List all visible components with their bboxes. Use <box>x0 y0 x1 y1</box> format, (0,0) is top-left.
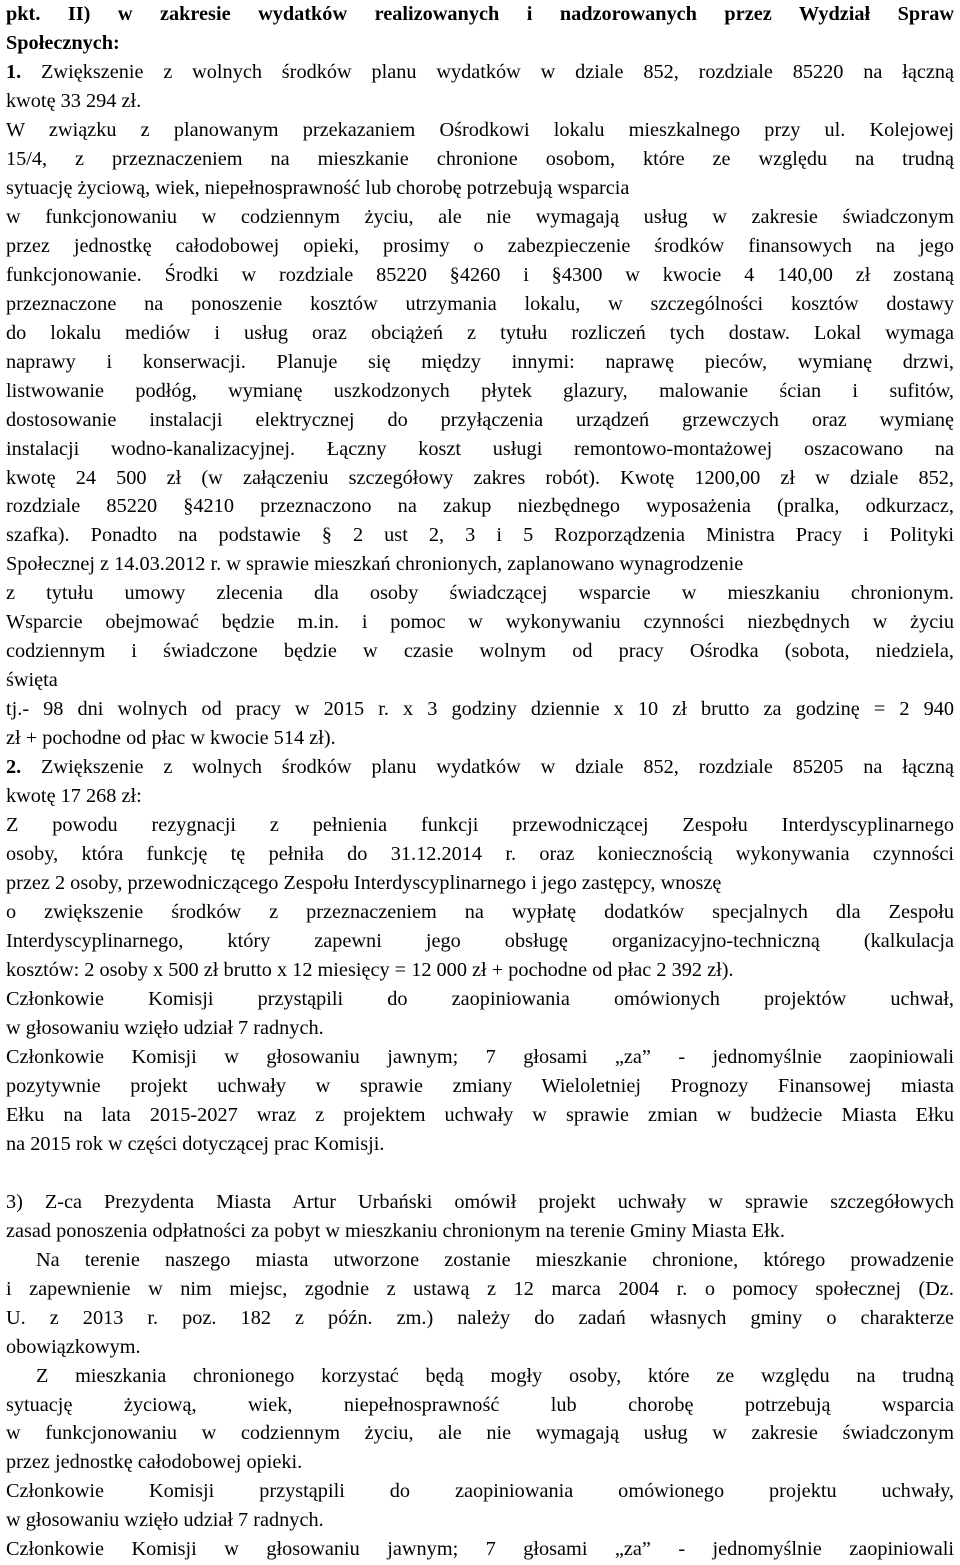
text-line <box>6 869 954 898</box>
line-text: w funkcjonowaniu w codziennym życiu, ale nie wymagają usług w zakresie świadczonym <box>6 1422 954 1445</box>
line-text: zasad ponoszenia odpłatności za pobyt w mieszkaniu chronionym na terenie Gminy Miasta Ełk. <box>6 1219 785 1242</box>
text-line <box>6 1130 954 1159</box>
line-text: tj.- 98 dni wolnych od pracy w 2015 r. x 3 godziny dziennie x 10 zł brutto za godzinę = 2 940 <box>6 698 954 721</box>
text-line <box>6 377 954 406</box>
list-number: 1. <box>6 60 22 83</box>
line-text: Zwiększenie z wolnych środków planu wydatków w dziale 852, rozdziale 85205 na łączną <box>21 756 954 779</box>
line-text: do lokalu mediów i usług oraz obciążeń z tytułu rozliczeń tych dostaw. Lokal wymaga <box>6 321 954 344</box>
text-line <box>6 1188 954 1217</box>
text-line <box>6 1014 954 1043</box>
line-text: kwotę 17 268 zł: <box>6 785 142 808</box>
line-text: przez jednostkę całodobowej opieki. <box>6 1451 303 1474</box>
line-text: przez jednostkę całodobowej opieki, prosimy o zabezpieczenie środków finansowych na jego <box>6 234 954 257</box>
line-text: W związku z planowanym przekazaniem Ośrodkowi lokalu mieszkalnego przy ul. Kolejowej <box>6 118 954 141</box>
text-line <box>6 319 954 348</box>
line-text: naprawy i konserwacji. Planuje się między innymi: naprawę pieców, wymianę drzwi, <box>6 350 954 373</box>
text-line <box>6 261 954 290</box>
text-line <box>6 782 954 811</box>
line-text: w funkcjonowaniu w codziennym życiu, ale nie wymagają usług w zakresie świadczonym <box>6 205 954 228</box>
line-text: Na terenie naszego miasta utworzone zostanie mieszkanie chronione, którego prowadzenie <box>36 1248 954 1271</box>
line-text: o zwiększenie środków z przeznaczeniem na wypłatę dodatków specjalnych dla Zespołu <box>6 901 954 924</box>
text-line <box>6 1535 954 1564</box>
line-text: obowiązkowym. <box>6 1335 141 1358</box>
blank-line <box>6 1159 954 1188</box>
line-text: pkt. II) w zakresie wydatków realizowanych i nadzorowanych przez Wydział Spraw <box>6 3 954 25</box>
text-line <box>6 406 954 435</box>
line-text: na 2015 rok w części dotyczącej prac Komisji. <box>6 1132 385 1155</box>
line-text: szafka). Ponadto na podstawie § 2 ust 2, 3 i 5 Rozporządzenia Ministra Pracy i Polityki <box>6 524 954 547</box>
line-text: w głosowaniu wzięło udział 7 radnych. <box>6 1509 324 1532</box>
text-line <box>6 0 954 29</box>
line-text: przez 2 osoby, przewodniczącego Zespołu Interdyscyplinarnego i jego zastępcy, wnoszę <box>6 872 722 895</box>
text-line <box>6 695 954 724</box>
line-text: dostosowanie instalacji elektrycznej do przyłączenia urządzeń grzewczych oraz wymianę <box>6 408 954 431</box>
text-line <box>6 464 954 493</box>
line-text: Z powodu rezygnacji z pełnienia funkcji przewodniczącej Zespołu Interdyscyplinarnego <box>6 814 954 837</box>
line-text: 3) Z-ca Prezydenta Miasta Artur Urbański omówił projekt uchwały w sprawie szczegółowych <box>6 1190 954 1213</box>
list-number: 2. <box>6 756 22 779</box>
text-line <box>6 29 954 58</box>
text-line <box>6 898 954 927</box>
line-text: kwotę 33 294 zł. <box>6 89 142 112</box>
line-text: kwotę 24 500 zł (w załączeniu szczegółowy zakres robót). Kwotę 1200,00 zł w dziale 852, <box>6 466 954 489</box>
line-text: Członkowie Komisji w głosowaniu jawnym; 7 głosami „za” - jednomyślnie zaopiniowali <box>6 1538 954 1561</box>
text-line <box>6 521 954 550</box>
line-text: Społecznej z 14.03.2012 r. w sprawie mieszkań chronionych, zaplanowano wynagrodzenie <box>6 553 744 576</box>
text-line <box>6 116 954 145</box>
text-line <box>6 58 954 87</box>
line-text: sytuację życiową, wiek, niepełnosprawność lub chorobę potrzebują wsparcia <box>6 176 630 199</box>
line-text: święta <box>6 669 58 692</box>
line-text: rozdziale 85220 §4210 przeznaczono na zakup niezbędnego wyposażenia (pralka, odkurzacz, <box>6 495 954 518</box>
text-line <box>6 550 954 579</box>
text-line <box>6 956 954 985</box>
text-line <box>6 840 954 869</box>
text-line <box>6 145 954 174</box>
text-line <box>6 985 954 1014</box>
line-text: Członkowie Komisji przystąpili do zaopiniowania omówionych projektów uchwał, <box>6 987 954 1010</box>
text-line <box>6 1477 954 1506</box>
text-line <box>6 290 954 319</box>
line-text: U. z 2013 r. poz. 182 z późn. zm.) należy do zadań własnych gminy o charakterze <box>6 1306 954 1329</box>
text-line <box>6 724 954 753</box>
text-line <box>6 87 954 116</box>
text-line <box>6 174 954 203</box>
text-line <box>6 1101 954 1130</box>
line-text: osoby, która funkcję tę pełniła do 31.12.2014 r. oraz koniecznością wykonywania czynności <box>6 843 954 866</box>
line-text: codziennym i świadczone będzie w czasie wolnym od pracy Ośrodka (sobota, niedziela, <box>6 640 954 663</box>
text-line <box>6 1391 954 1420</box>
line-text: listwowanie podłóg, wymianę uszkodzonych płytek glazury, malowanie ścian i sufitów, <box>6 379 954 402</box>
text-line <box>6 1217 954 1246</box>
text-line <box>6 1246 954 1275</box>
text-line <box>6 811 954 840</box>
line-text: Wsparcie obejmować będzie m.in. i pomoc w wykonywaniu czynności niezbędnych w życiu <box>6 611 954 634</box>
text-line <box>6 435 954 464</box>
line-text: zł + pochodne od płac w kwocie 514 zł). <box>6 727 336 750</box>
text-line <box>6 232 954 261</box>
text-line <box>6 753 954 782</box>
text-line <box>6 1304 954 1333</box>
text-line <box>6 579 954 608</box>
line-text: i zapewnienie w nim miejsc, zgodnie z ustawą z 12 marca 2004 r. o pomocy społecznej (Dz. <box>6 1277 954 1300</box>
line-text: przeznaczone na ponoszenie kosztów utrzymania lokalu, w szczególności kosztów dostawy <box>6 292 954 315</box>
text-line <box>6 1419 954 1448</box>
line-text: Ełku na lata 2015-2027 wraz z projektem uchwały w sprawie zmian w budżecie Miasta Ełku <box>6 1103 954 1126</box>
text-line <box>6 666 954 695</box>
text-line <box>6 637 954 666</box>
line-text: Członkowie Komisji przystąpili do zaopiniowania omówionego projektu uchwały, <box>6 1480 954 1503</box>
line-text: z tytułu umowy zlecenia dla osoby świadczącej wsparcie w mieszkaniu chronionym. <box>6 582 954 605</box>
text-line <box>6 1448 954 1477</box>
text-line <box>6 348 954 377</box>
line-text: 15/4, z przeznaczeniem na mieszkanie chronione osobom, które ze względu na trudną <box>6 147 954 170</box>
line-text: Zwiększenie z wolnych środków planu wydatków w dziale 852, rozdziale 85220 na łączną <box>21 60 954 83</box>
document-body <box>6 0 954 1564</box>
line-text: sytuację życiową, wiek, niepełnosprawność lub chorobę potrzebują wsparcia <box>6 1393 954 1416</box>
text-line <box>6 1275 954 1304</box>
line-text: Członkowie Komisji w głosowaniu jawnym; 7 głosami „za” - jednomyślnie zaopiniowali <box>6 1045 954 1068</box>
line-text: Interdyscyplinarnego, który zapewni jego obsługę organizacyjno-techniczną (kalkulacja <box>6 930 954 952</box>
text-line <box>6 1362 954 1391</box>
text-line <box>6 492 954 521</box>
text-line <box>6 203 954 232</box>
text-line <box>6 927 954 956</box>
line-text: Z mieszkania chronionego korzystać będą mogły osoby, które ze względu na trudną <box>36 1364 954 1387</box>
line-text: funkcjonowanie. Środki w rozdziale 85220 §4260 i §4300 w kwocie 4 140,00 zł zostaną <box>6 263 954 286</box>
text-line <box>6 1333 954 1362</box>
text-line <box>6 1506 954 1535</box>
text-line <box>6 608 954 637</box>
line-text: kosztów: 2 osoby x 500 zł brutto x 12 miesięcy = 12 000 zł + pochodne od płac 2 392 zł). <box>6 958 734 981</box>
line-text: instalacji wodno-kanalizacyjnej. Łączny koszt usługi remontowo-montażowej oszacowano na <box>6 437 954 460</box>
text-line <box>6 1043 954 1072</box>
line-text: Społecznych: <box>6 31 120 54</box>
text-line <box>6 1072 954 1101</box>
line-text: w głosowaniu wzięło udział 7 radnych. <box>6 1016 324 1039</box>
line-text: pozytywnie projekt uchwały w sprawie zmiany Wieloletniej Prognozy Finansowej miasta <box>6 1074 954 1097</box>
